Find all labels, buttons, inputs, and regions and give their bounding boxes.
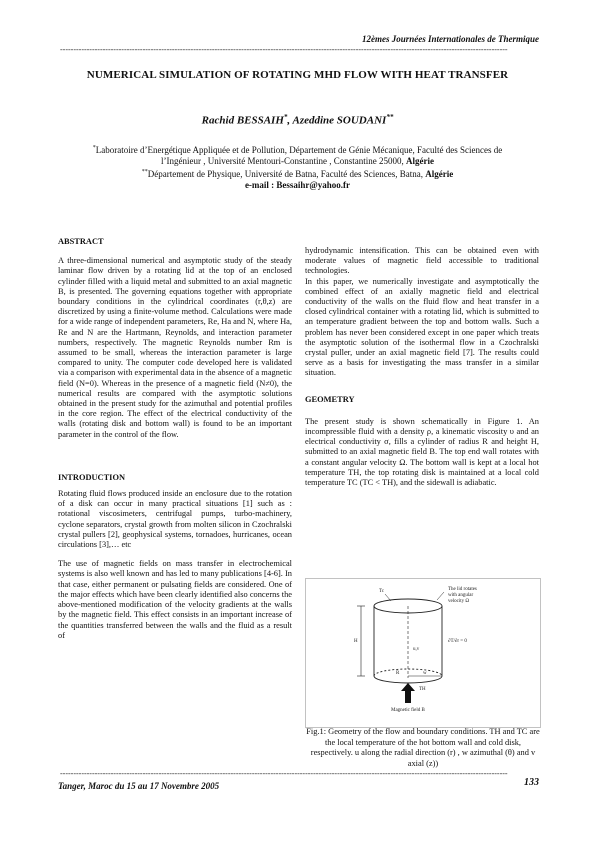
left-column (58, 237, 292, 650)
affiliation-1 (90, 143, 505, 167)
right-paragraph-2: In this paper, we numerically investigate and asymptotically the combined effect of an axially magnetic field and electrical conductivity of the walls on the fluid flow and heat transfer in a closed cylindrical container with a rotating lid, which is submitted to an temperature gradient between the top and bottom walls. Such a problem has never been considered except in one paper which treats the asymptotic solution of the isothermal flow in a Czochralski crystal puller, under an axial magnetic field [7]. The results could serve as a basis for investigating the mass transfer in a similar situation. (305, 276, 539, 378)
right-paragraph-1: hydrodynamic intensification. This can be obtained even with moderate values of magnetic field accessible to traditional technologies. (305, 246, 539, 276)
author-separator: , (287, 114, 293, 127)
label-tc: Tc (379, 589, 384, 594)
abstract-heading: ABSTRACT (58, 237, 104, 246)
conference-header: 12èmes Journées Internationales de Thermique (361, 34, 539, 44)
author-2: Azeddine SOUDANI (292, 114, 387, 127)
header-separator: ------------------------------------------------------------------------------------------------------------------------------------------------------------------------ (60, 46, 508, 54)
affiliation-2 (90, 167, 505, 180)
label-gradient: ∂T/∂r = 0 (448, 639, 467, 644)
label-r: R (396, 671, 400, 676)
label-h: H (354, 639, 358, 644)
affiliation-1-country: Algérie (405, 156, 434, 166)
label-uv: u,v (413, 647, 420, 652)
figure-1-caption: Fig.1: Geometry of the flow and boundary conditions. TH and TC are the local temperature of the hot bottom wall and cold disk, respectively. u along the radial direction (r) , w azimuthal (θ) and v axial (z)) (306, 727, 540, 768)
affiliations (90, 143, 505, 191)
cylinder (374, 599, 442, 683)
label-th: TH (419, 687, 426, 692)
label-magnetic-field: Magnetic field B (391, 708, 425, 713)
figure-frame (306, 579, 541, 728)
author-line (40, 113, 555, 127)
height-dimension (357, 606, 365, 676)
footer-separator: ------------------------------------------------------------------------------------------------------------------------------------------------------------------------ (60, 770, 508, 778)
geometry-paragraph: The present study is shown schematically in Figure 1. An incompressible fluid with a density ρ, a kinematic viscosity υ and an electrical conductivity σ, fills a cylinder of radius R and height H, submitted to an axial magnetic field B. The top end wall rotates with a constant angular velocity Ω. The bottom wall is kept at a local hot temperature TH, the top rotating disk is maintained at a local cold temperature TC (TC < TH), and the sidewall is adiabatic. (305, 416, 539, 488)
label-lid-3: velocity Ω (448, 599, 470, 604)
introduction-paragraph-2: The use of magnetic fields on mass transfer in electrochemical systems is also well known and has led to many publications [4-6]. In that case, either permanent or pulsating fields are considered. One of the major effects which have been clearly identified also concerns the above-mentioned modification of the velocity gradients at the walls by the magnetic field. This effect consists in an important increase of the quantities transferred between the walls and the fluid as a result of (58, 559, 292, 640)
page-number: 133 (524, 777, 539, 788)
label-w: w (423, 671, 427, 676)
paper-title: NUMERICAL SIMULATION OF ROTATING MHD FLOW WITH HEAT TRANSFER (86, 69, 509, 81)
author-email: e-mail : Bessaihr@yahoo.fr (244, 180, 351, 190)
affiliation-2-country: Algérie (425, 169, 454, 179)
affiliation-2-text: Département de Physique, Université de Batna, Faculté des Sciences, Batna, (147, 169, 426, 179)
footer-location: Tanger, Maroc du 15 au 17 Novembre 2005 (58, 781, 220, 791)
author-1-mark: * (283, 113, 288, 121)
figure-1-geometry (305, 578, 541, 728)
label-lid-1: The lid rotates (448, 587, 477, 592)
label-lid-2: with angular (448, 593, 474, 598)
affiliation-1-text: Laboratoire d’Energétique Appliquée et de Pollution, Département de Génie Mécanique, Faculté des Sciences de l’Ingénieur , Université Mentouri-Constantine , Constantine 25000, (95, 145, 503, 166)
geometry-heading: GEOMETRY (305, 394, 355, 404)
introduction-paragraph-1: Rotating fluid flows produced inside an enclosure due to the rotation of a disk can occur in many practical situations [1] such as : rotational viscosimeters, centrifugal pumps, turbo-machinery, cyclone separators, crystal growth from molten silicon in Czochralski crystal pullers [2], geophysical systems, tornadoes, hurricanes, ocean circulations [3],… etc (58, 489, 292, 550)
affiliation-2-mark: ** (141, 169, 148, 175)
right-column (305, 246, 539, 497)
affiliation-1-mark: * (92, 145, 96, 151)
abstract-text: A three-dimensional numerical and asymptotic study of the steady laminar flow driven by a rotating lid at the top of an enclosed cylinder filled with a liquid metal and submitted to an axial magnetic B, is presented. The governing equations together with appropriate boundary conditions in the cylindrical coordinates (r,θ,z) are discretized by using a finite-volume method. Calculations were made for a wide range of independent parameters, Re, Ha and N, where Ha, Re and N are the Hartmann, Reynolds, and interaction parameter numbers, respectively. The magnetic Reynolds number Rm is assumed to be small, whereas the interaction parameter is large compared to unity. The computer code developed here is validated via a comparison with experimental data in the absence of a magnetic field (N=0). Whereas in the presence of a magnetic field (N≠0), the numerical results are compared with the asymptotic solutions obtained in the present study for the azimuthal and potential profiles in the core region. The effect of the electrical conductivity of the walls (rotating disk and bottom wall) is found to be an important parameter in the control of the flow. (58, 256, 292, 439)
lid-leader (437, 592, 444, 600)
magnetic-field-arrow (401, 683, 415, 703)
author-2-mark: ** (386, 113, 394, 121)
author-1: Rachid BESSAIH (201, 114, 284, 127)
introduction-heading: INTRODUCTION (58, 472, 126, 482)
